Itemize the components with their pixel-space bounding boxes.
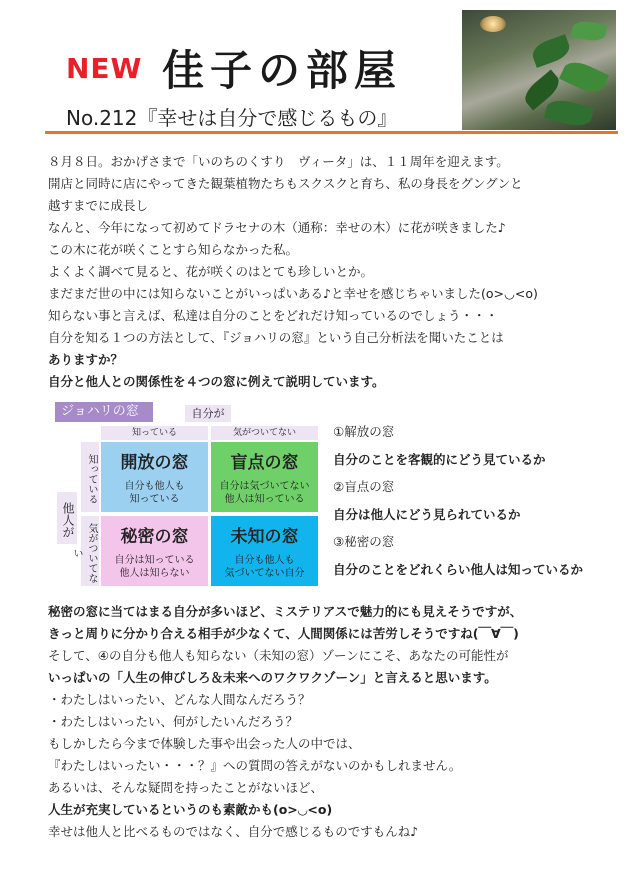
paragraph-line: 知らない事と言えば、私達は自分のことをどれだけ知っているのでしょう・・・ bbox=[48, 308, 499, 323]
leaf-shape bbox=[544, 96, 594, 129]
leaf-shape bbox=[571, 19, 608, 43]
paragraph-line: きっと周りに分かり合える相手が少なくて、人間関係には苦労しそうですね(￣∀￣) bbox=[48, 626, 519, 641]
blind-window-title: 盲点の窓 bbox=[230, 453, 299, 473]
legend-line: ③秘密の窓 bbox=[333, 534, 395, 549]
paragraph-line: ありますか？ bbox=[48, 352, 124, 367]
unknown-window-desc: 自分も他人も bbox=[234, 555, 295, 566]
unknown-window bbox=[211, 516, 318, 586]
new-label: NEW bbox=[66, 52, 143, 85]
page-title: 佳子の部屋 bbox=[162, 46, 403, 95]
row-unknown-label: 気がついてない bbox=[81, 516, 99, 586]
title-divider bbox=[45, 131, 618, 134]
plant-photo bbox=[462, 10, 616, 130]
paragraph-line: なんと、今年になって初めてドラセナの木（通称：幸せの木）に花が咲きました♪ bbox=[48, 220, 506, 235]
unknown-window-title: 未知の窓 bbox=[230, 527, 299, 547]
hidden-window-title: 秘密の窓 bbox=[120, 527, 189, 547]
issue-subtitle: No.212『幸せは自分で感じるもの』 bbox=[66, 106, 398, 130]
legend-line: 自分は他人にどう見られているか bbox=[333, 506, 521, 522]
hidden-window-desc: 自分は知っている bbox=[114, 555, 195, 566]
paragraph-line: 越すまでに成長し bbox=[48, 198, 149, 213]
legend-line: ①解放の窓 bbox=[333, 424, 395, 439]
paragraph-line: ・わたしはいったい、どんな人間なんだろう？ bbox=[48, 692, 311, 707]
col-unknown-label: 気がついてない bbox=[211, 426, 318, 440]
leaf-shape bbox=[559, 57, 609, 97]
paragraph-line: 開店と同時に店にやってきた観葉植物たちもスクスクと育ち、私の身長をグングンと bbox=[48, 176, 523, 191]
blind-window bbox=[211, 442, 318, 512]
open-window-title: 開放の窓 bbox=[120, 453, 189, 473]
paragraph-line: 自分と他人との関係性を４つの窓に例えて説明しています。 bbox=[48, 374, 385, 389]
paragraph-line: 秘密の窓に当てはまる自分が多いほど、ミステリアスで魅力的にも見えそうですが、 bbox=[48, 604, 523, 619]
johari-tag: ジョハリの窓 bbox=[55, 402, 153, 422]
open-window bbox=[101, 442, 208, 512]
self-axis-label: 自分が bbox=[185, 405, 231, 422]
paragraph-line: 『わたしはいったい・・・？』への質問の答えがないのかもしれません。 bbox=[48, 758, 462, 773]
lamp-shape bbox=[480, 16, 506, 32]
paragraph-line: 人生が充実しているというのも素敵かも(o>◡<o) bbox=[48, 802, 333, 817]
legend-line: 自分のことをどれくらい他人は知っているか bbox=[333, 561, 584, 577]
paragraph-line: いっぱいの「人生の伸びしろ＆未来へのワクワクゾーン」と言えると思います。 bbox=[48, 670, 497, 685]
paragraph-line: よくよく調べて見ると、花が咲くのはとても珍しいとか。 bbox=[48, 264, 374, 279]
other-axis-label: 他人が bbox=[57, 492, 77, 544]
paragraph-line: この木に花が咲くことすら知らなかった私。 bbox=[48, 242, 299, 257]
paragraph-line: まだまだ世の中には知らないことがいっぱいある♪と幸せを感じちゃいました(o>◡<o) bbox=[48, 286, 538, 301]
paragraph-line: もしかしたら今まで体験した事や出会った人の中では、 bbox=[48, 736, 361, 751]
leaf-shape bbox=[529, 34, 572, 68]
paragraph-line: そして、④の自分も他人も知らない（未知の窓）ゾーンにこそ、あなたの可能性が bbox=[48, 648, 509, 663]
paragraph-line: 幸せは他人と比べるものではなく、自分で感じるものですもんね♪ bbox=[48, 824, 419, 839]
hidden-window-desc: 他人は知らない bbox=[119, 568, 190, 579]
paragraph-line: あるいは、そんな疑問を持ったことがないほど、 bbox=[48, 780, 324, 795]
open-window-desc: 知っている bbox=[129, 494, 180, 505]
open-window-desc: 自分も他人も bbox=[124, 481, 185, 492]
paragraph-line: ８月８日。おかげさまで「いのちのくすり ヴィータ」は、１１周年を迎えます。 bbox=[48, 154, 509, 169]
blind-window-desc: 他人は知っている bbox=[224, 494, 305, 505]
legend-line: ②盲点の窓 bbox=[333, 479, 395, 494]
unknown-window-desc: 気づいてない自分 bbox=[224, 568, 305, 579]
paragraph-line: ・わたしはいったい、何がしたいんだろう？ bbox=[48, 714, 299, 729]
col-known-label: 知っている bbox=[101, 426, 208, 440]
hidden-window bbox=[101, 516, 208, 586]
paragraph-line: 自分を知る１つの方法として、『ジョハリの窓』という自己分析法を聞いたことは bbox=[48, 330, 504, 345]
row-known-label: 知っている bbox=[81, 442, 99, 512]
blind-window-desc: 自分は気づいてない bbox=[219, 481, 310, 492]
legend-line: 自分のことを客観的にどう見ているか bbox=[333, 451, 546, 467]
